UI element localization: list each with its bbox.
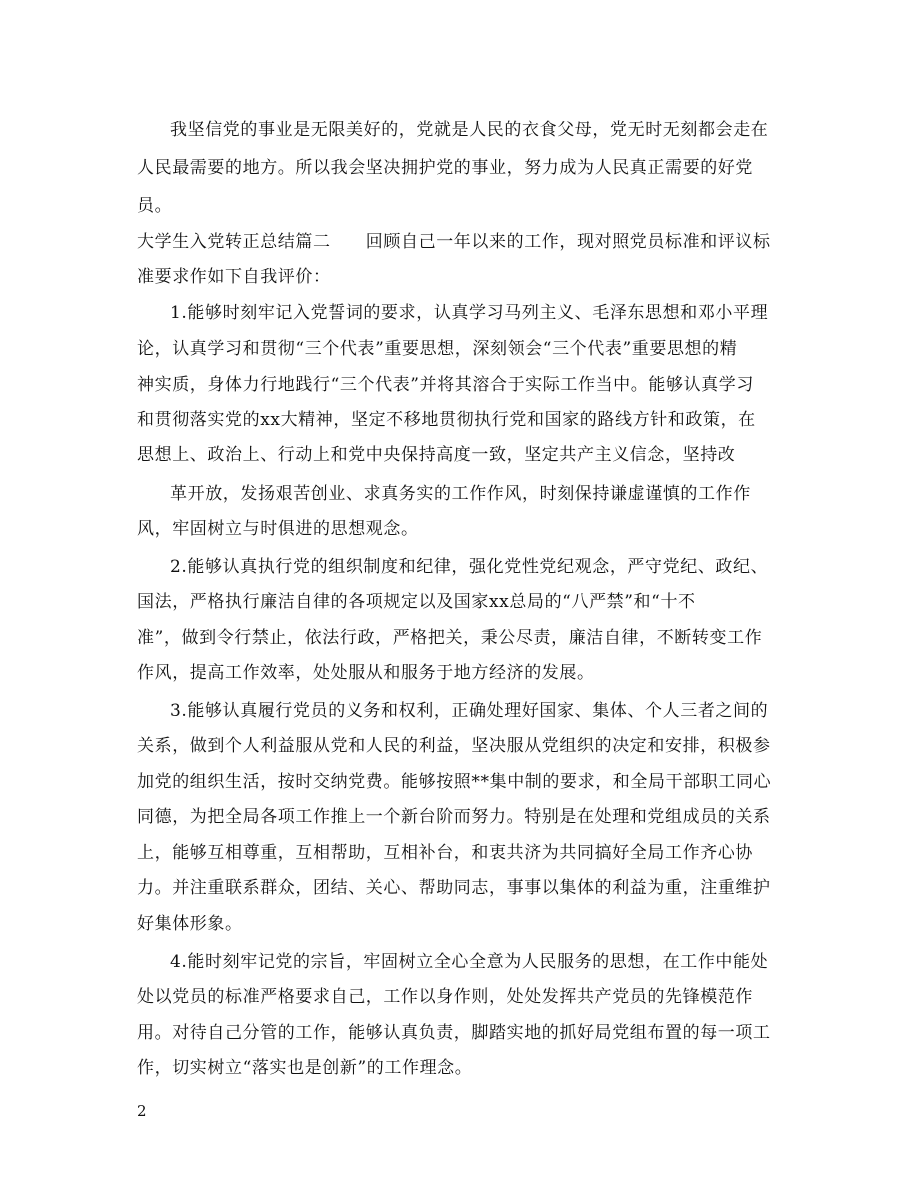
text-line: 2.能够认真执行党的组织制度和纪律，强化党性党纪观念，严守党纪、政纪、: [170, 557, 769, 577]
text-line: 准要求作如下自我评价：: [137, 267, 331, 287]
text-line: 革开放，发扬艰苦创业、求真务实的工作作风，时刻保持谦虚谨慎的工作作: [170, 484, 751, 504]
text-line: 加党的组织生活，按时交纳党费。能够按照**集中制的要求，和全局干部职工同心: [137, 772, 772, 792]
text-line: 用。对待自己分管的工作，能够认真负责，脚踏实地的抓好局党组布置的每一项工: [137, 1023, 771, 1043]
text-line: 和贯彻落实党的xx大精神，坚定不移地贯彻执行党和国家的路线方针和政策，在: [137, 410, 756, 430]
text-line: 神实质，身体力行地践行“三个代表”并将其溶合于实际工作当中。能够认真学习: [137, 375, 754, 395]
text-line: 风，牢固树立与时俱进的思想观念。: [137, 519, 419, 539]
text-line: 4.能时刻牢记党的宗旨，牢固树立全心全意为人民服务的思想，在工作中能处: [170, 952, 769, 972]
text-line: 同德，为把全局各项工作推上一个新台阶而努力。特别是在处理和党组成员的关系: [137, 807, 771, 827]
text-line: 国法，严格执行廉洁自律的各项规定以及国家xx总局的“八严禁”和“十不: [137, 592, 696, 612]
text-line: 员。: [137, 196, 173, 216]
text-line: 思想上、政治上、行动上和党中央保持高度一致，坚定共产主义信念，坚持改: [137, 445, 736, 465]
text-line: 3.能够认真履行党员的义务和权利，正确处理好国家、集体、个人三者之间的: [170, 701, 769, 721]
text-line: 作风，提高工作效率，处处服从和服务于地方经济的发展。: [137, 663, 595, 683]
page-number: 2: [137, 1102, 147, 1120]
text-line: 处以党员的标准严格要求自己，工作以身作则，处处发挥共产党员的先锋模范作: [137, 987, 753, 1007]
text-line: 关系，做到个人利益服从党和人民的利益，坚决服从党组织的决定和安排，积极参: [137, 736, 771, 756]
text-line: 好集体形象。: [137, 914, 243, 934]
section-heading-line: 大学生入党转正总结篇二 回顾自己一年以来的工作，现对照党员标准和评议标: [137, 232, 771, 252]
text-line: 力。并注重联系群众，团结、关心、帮助同志，事事以集体的利益为重，注重维护: [137, 878, 771, 898]
text-line: 1.能够时刻牢记入党誓词的要求，认真学习马列主义、毛泽东思想和邓小平理: [170, 303, 769, 323]
text-line: 作，切实树立“落实也是创新”的工作理念。: [137, 1058, 473, 1078]
text-line: 论，认真学习和贯彻“三个代表”重要思想，深刻领会“三个代表”重要思想的精: [137, 339, 738, 359]
text-line: 我坚信党的事业是无限美好的，党就是人民的衣食父母，党无时无刻都会走在: [170, 120, 769, 140]
text-line: 上，能够互相尊重，互相帮助，互相补台，和衷共济为共同搞好全局工作齐心协: [137, 843, 753, 863]
text-line: 准”，做到令行禁止，依法行政，严格把关，秉公尽责，廉洁自律，不断转变工作: [137, 628, 763, 648]
text-line: 人民最需要的地方。所以我会坚决拥护党的事业，努力成为人民真正需要的好党: [137, 158, 753, 178]
